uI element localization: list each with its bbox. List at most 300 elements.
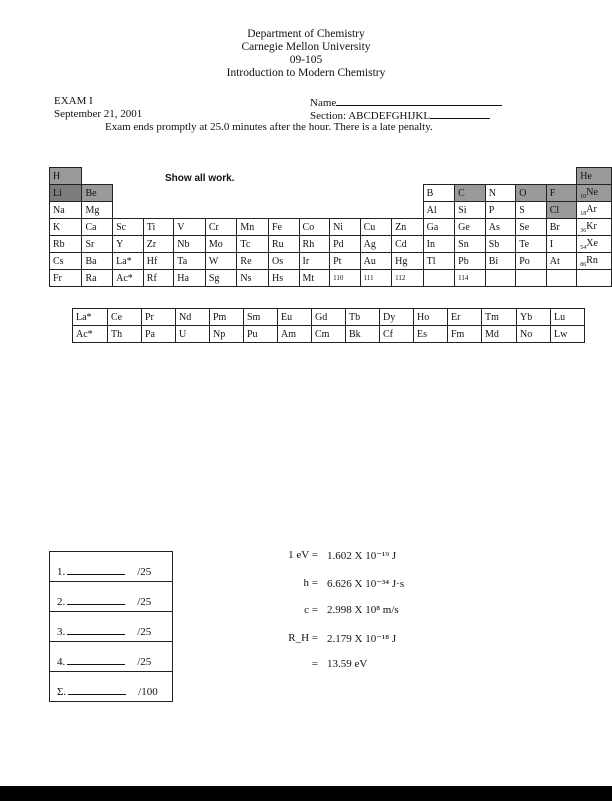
- element-symbol: Pb: [458, 255, 469, 267]
- constant-label: c =: [304, 604, 318, 616]
- element-cell: [360, 236, 392, 253]
- element-symbol: Hf: [146, 255, 158, 267]
- element-symbol: La*: [116, 255, 132, 267]
- element-cell: [360, 219, 392, 236]
- element-cell: [73, 326, 108, 343]
- element-symbol: Rf: [146, 272, 157, 284]
- f-block-row: [73, 326, 585, 343]
- constant-value: 13.59 eV: [327, 658, 368, 670]
- element-symbol: Ac*: [116, 272, 133, 284]
- element-cell: [82, 202, 113, 219]
- element-cell: [455, 202, 486, 219]
- element-symbol: Sc: [116, 221, 127, 233]
- score-row: [50, 672, 173, 702]
- periodic-row: [50, 219, 612, 236]
- element-symbol: Sr: [85, 238, 95, 250]
- element-cell: [312, 326, 346, 343]
- element-cell: [108, 309, 142, 326]
- element-symbol: Re: [240, 255, 252, 267]
- element-cell: [278, 326, 312, 343]
- element-cell: [414, 326, 448, 343]
- element-cell: [174, 270, 206, 287]
- element-cell: [517, 309, 551, 326]
- element-symbol: Ba: [85, 255, 97, 267]
- empty-cell: [360, 168, 392, 185]
- element-cell: [73, 309, 108, 326]
- constant-value: 2.998 X 10⁸ m/s: [327, 604, 399, 616]
- element-cell: [330, 236, 361, 253]
- score-blank[interactable]: [68, 685, 126, 695]
- element-symbol: Li: [53, 187, 62, 199]
- element-cell: [414, 309, 448, 326]
- empty-cell: [268, 168, 299, 185]
- element-symbol: Cl: [549, 204, 560, 216]
- element-symbol: Hg: [395, 255, 408, 267]
- element-symbol: Ti: [146, 221, 156, 233]
- element-symbol: Ca: [85, 221, 97, 233]
- element-cell: [423, 202, 455, 219]
- empty-cell: [205, 185, 237, 202]
- section-field[interactable]: [310, 108, 490, 122]
- element-cell: [392, 219, 424, 236]
- element-cell: [516, 270, 547, 287]
- element-symbol: Be: [85, 187, 97, 199]
- constant-label: =: [311, 658, 318, 670]
- empty-cell: [205, 202, 237, 219]
- element-cell: [516, 253, 547, 270]
- element-symbol: Yb: [520, 311, 533, 323]
- empty-cell: [143, 185, 174, 202]
- scan-bottom-edge: [0, 786, 612, 801]
- element-symbol: I: [549, 238, 554, 250]
- constant-value: 2.179 X 10⁻¹⁸ J: [327, 633, 397, 645]
- element-cell: [360, 253, 392, 270]
- element-cell: [392, 253, 424, 270]
- element-cell: [577, 270, 612, 287]
- element-symbol: Ac*: [76, 328, 93, 340]
- element-symbol: Si: [458, 204, 467, 216]
- name-label: Name: [310, 97, 337, 109]
- element-symbol: Se: [519, 221, 530, 233]
- empty-cell: [113, 202, 144, 219]
- element-symbol: Sg: [208, 272, 220, 284]
- element-cell: [577, 202, 612, 219]
- element-cell: [50, 270, 82, 287]
- question-label: 1.: [57, 566, 66, 578]
- course-number: 09-105: [289, 54, 323, 66]
- element-cell: [205, 270, 237, 287]
- element-symbol: Kr: [586, 220, 597, 232]
- element-symbol: Tm: [485, 311, 499, 323]
- empty-cell: [299, 168, 330, 185]
- element-cell: [392, 236, 424, 253]
- element-symbol: Po: [519, 255, 530, 267]
- empty-cell: [174, 185, 206, 202]
- element-symbol: Nb: [177, 238, 190, 250]
- element-symbol: Co: [302, 221, 315, 233]
- element-symbol: Gd: [315, 311, 328, 323]
- element-symbol: Ge: [458, 221, 470, 233]
- element-cell: [330, 219, 361, 236]
- element-symbol: Pu: [247, 328, 258, 340]
- element-symbol: Ha: [177, 272, 189, 284]
- element-cell: [551, 326, 585, 343]
- element-cell: [244, 309, 278, 326]
- empty-cell: [113, 168, 144, 185]
- element-cell: [82, 236, 113, 253]
- element-symbol: Pa: [145, 328, 155, 340]
- empty-cell: [268, 185, 299, 202]
- element-symbol: Fm: [451, 328, 465, 340]
- empty-cell: [392, 185, 424, 202]
- score-cell[interactable]: [50, 582, 173, 612]
- element-cell: [516, 219, 547, 236]
- element-cell: [455, 253, 486, 270]
- element-symbol: Mt: [302, 272, 315, 284]
- score-cell[interactable]: [50, 612, 173, 642]
- element-cell: [268, 253, 299, 270]
- f-block-row: [73, 309, 585, 326]
- element-cell: [516, 185, 547, 202]
- score-blank[interactable]: [67, 595, 125, 605]
- score-cell[interactable]: [50, 672, 173, 702]
- name-field[interactable]: [310, 95, 502, 109]
- score-row: [50, 612, 173, 642]
- element-cell: [516, 236, 547, 253]
- element-symbol: Ta: [177, 255, 188, 267]
- course-title: Introduction to Modern Chemistry: [226, 67, 386, 79]
- element-symbol: Eu: [281, 311, 293, 323]
- element-cell: [244, 326, 278, 343]
- element-symbol: Tb: [349, 311, 361, 323]
- empty-cell: [113, 185, 144, 202]
- element-cell: [50, 168, 82, 185]
- element-cell: [423, 253, 455, 270]
- element-cell: [423, 236, 455, 253]
- element-symbol: 111: [363, 274, 374, 282]
- periodic-table: [49, 167, 612, 287]
- element-symbol: Rh: [302, 238, 315, 250]
- exam-date: September 21, 2001: [54, 108, 143, 120]
- element-cell: [50, 219, 82, 236]
- empty-cell: [143, 168, 174, 185]
- empty-cell: [237, 202, 269, 219]
- element-cell: [577, 185, 612, 202]
- score-blank[interactable]: [67, 565, 125, 575]
- element-cell: [176, 309, 210, 326]
- show-work-instruction: Show all work.: [165, 173, 235, 184]
- element-symbol: Cs: [53, 255, 64, 267]
- empty-cell: [143, 202, 174, 219]
- element-cell: [82, 219, 113, 236]
- periodic-row: [50, 270, 612, 287]
- element-symbol: Pt: [333, 255, 342, 267]
- element-symbol: Am: [281, 328, 296, 340]
- element-symbol: Er: [451, 311, 461, 323]
- element-cell: [299, 270, 330, 287]
- element-cell: [82, 270, 113, 287]
- element-symbol: In: [426, 238, 435, 250]
- score-cell[interactable]: [50, 642, 173, 672]
- element-symbol: Rb: [53, 238, 65, 250]
- element-symbol: Br: [549, 221, 560, 233]
- element-symbol: Os: [271, 255, 284, 267]
- element-symbol: Ga: [426, 221, 439, 233]
- atomic-number: 10: [580, 193, 587, 200]
- periodic-row: [50, 185, 612, 202]
- element-symbol: Ar: [586, 203, 597, 215]
- element-cell: [546, 185, 577, 202]
- element-cell: [50, 236, 82, 253]
- element-cell: [174, 253, 206, 270]
- periodic-row: [50, 236, 612, 253]
- element-symbol: Dy: [383, 311, 396, 323]
- element-symbol: Bk: [349, 328, 361, 340]
- question-label: 3.: [57, 626, 66, 638]
- empty-cell: [330, 168, 361, 185]
- element-cell: [113, 253, 144, 270]
- atomic-number: 18: [580, 210, 587, 217]
- score-row: [50, 642, 173, 672]
- element-cell: [299, 219, 330, 236]
- element-symbol: Ni: [333, 221, 344, 233]
- element-symbol: O: [519, 187, 527, 199]
- element-symbol: 112: [395, 274, 406, 282]
- atomic-number: 54: [580, 244, 587, 251]
- f-block-table: [72, 308, 585, 343]
- empty-cell: [546, 168, 577, 185]
- element-cell: [50, 253, 82, 270]
- element-cell: [268, 236, 299, 253]
- empty-cell: [485, 168, 516, 185]
- empty-cell: [174, 168, 206, 185]
- element-cell: [448, 309, 482, 326]
- element-symbol: Ru: [271, 238, 284, 250]
- empty-cell: [330, 202, 361, 219]
- score-blank[interactable]: [67, 625, 125, 635]
- element-cell: [448, 326, 482, 343]
- constant-label: 1 eV =: [288, 549, 318, 561]
- element-cell: [546, 253, 577, 270]
- element-symbol: N: [488, 187, 496, 199]
- element-cell: [577, 253, 612, 270]
- exam-notice: Exam ends promptly at 25.0 minutes after the hour. There is a late penalty.: [105, 121, 433, 133]
- empty-cell: [299, 185, 330, 202]
- element-symbol: W: [208, 255, 219, 267]
- element-cell: [455, 185, 486, 202]
- element-symbol: Mo: [208, 238, 223, 250]
- element-symbol: Rn: [586, 254, 598, 266]
- element-symbol: Sm: [247, 311, 261, 323]
- constant-value: 1.602 X 10⁻¹⁹ J: [327, 550, 397, 562]
- element-symbol: K: [53, 221, 61, 233]
- element-symbol: Mg: [85, 204, 100, 216]
- element-symbol: P: [488, 204, 495, 216]
- question-label: 4.: [57, 656, 66, 668]
- element-cell: [237, 270, 269, 287]
- element-symbol: Np: [213, 328, 226, 340]
- element-cell: [577, 168, 612, 185]
- element-symbol: Lw: [554, 328, 568, 340]
- max-points: /100: [138, 686, 158, 698]
- element-cell: [50, 202, 82, 219]
- element-cell: [174, 219, 206, 236]
- element-symbol: Es: [417, 328, 427, 340]
- element-cell: [485, 185, 516, 202]
- element-cell: [237, 219, 269, 236]
- score-cell[interactable]: [50, 552, 173, 582]
- constant-value: 6.626 X 10⁻³⁴ J·s: [327, 578, 405, 590]
- element-cell: [268, 219, 299, 236]
- element-symbol: B: [426, 187, 434, 199]
- empty-cell: [423, 168, 455, 185]
- element-symbol: Fe: [271, 221, 282, 233]
- element-cell: [174, 236, 206, 253]
- element-symbol: V: [177, 221, 185, 233]
- max-points: /25: [137, 566, 152, 578]
- element-cell: [210, 326, 244, 343]
- max-points: /25: [137, 596, 152, 608]
- element-symbol: Ne: [586, 186, 598, 198]
- element-symbol: 114: [458, 274, 469, 282]
- element-symbol: Tc: [240, 238, 251, 250]
- element-cell: [176, 326, 210, 343]
- element-symbol: Hs: [271, 272, 284, 284]
- element-cell: [455, 270, 486, 287]
- element-cell: [423, 185, 455, 202]
- empty-cell: [299, 202, 330, 219]
- empty-cell: [237, 185, 269, 202]
- element-symbol: Lu: [554, 311, 566, 323]
- element-cell: [392, 270, 424, 287]
- element-cell: [205, 219, 237, 236]
- empty-cell: [268, 202, 299, 219]
- element-cell: [360, 270, 392, 287]
- element-cell: [380, 309, 414, 326]
- element-symbol: La*: [76, 311, 92, 323]
- element-cell: [113, 219, 144, 236]
- element-cell: [143, 236, 174, 253]
- element-symbol: S: [519, 204, 525, 216]
- element-cell: [82, 253, 113, 270]
- element-cell: [143, 270, 174, 287]
- element-symbol: Pm: [213, 311, 227, 323]
- max-points: /25: [137, 626, 152, 638]
- element-cell: [485, 219, 516, 236]
- empty-cell: [392, 168, 424, 185]
- university-line: Carnegie Mellon University: [241, 41, 371, 53]
- element-symbol: Pd: [333, 238, 344, 250]
- element-cell: [546, 219, 577, 236]
- empty-cell: [392, 202, 424, 219]
- element-cell: [108, 326, 142, 343]
- element-cell: [482, 326, 517, 343]
- element-symbol: Ho: [417, 311, 430, 323]
- element-cell: [210, 309, 244, 326]
- element-symbol: Th: [111, 328, 123, 340]
- element-cell: [312, 309, 346, 326]
- element-cell: [517, 326, 551, 343]
- element-symbol: As: [488, 221, 500, 233]
- element-symbol: Md: [485, 328, 499, 340]
- empty-cell: [174, 202, 206, 219]
- element-symbol: Zn: [395, 221, 407, 233]
- element-symbol: Sn: [458, 238, 469, 250]
- element-cell: [205, 253, 237, 270]
- element-cell: [330, 253, 361, 270]
- element-cell: [482, 309, 517, 326]
- empty-cell: [360, 185, 392, 202]
- element-symbol: Te: [519, 238, 530, 250]
- element-symbol: Cd: [395, 238, 407, 250]
- element-cell: [546, 236, 577, 253]
- constant-label: h =: [303, 577, 318, 589]
- element-symbol: H: [53, 170, 61, 182]
- element-cell: [346, 309, 380, 326]
- element-cell: [485, 202, 516, 219]
- element-cell: [82, 185, 113, 202]
- element-cell: [113, 236, 144, 253]
- element-cell: [546, 202, 577, 219]
- element-symbol: Bi: [488, 255, 499, 267]
- element-cell: [142, 309, 176, 326]
- empty-cell: [205, 168, 237, 185]
- element-symbol: Ce: [111, 311, 123, 323]
- element-cell: [485, 236, 516, 253]
- element-symbol: No: [520, 328, 533, 340]
- element-cell: [485, 270, 516, 287]
- empty-cell: [516, 168, 547, 185]
- empty-cell: [330, 185, 361, 202]
- element-symbol: Ag: [363, 238, 376, 250]
- score-blank[interactable]: [67, 655, 125, 665]
- section-label: Section: ABCDEFGHIJKL: [310, 110, 431, 122]
- element-symbol: He: [580, 170, 592, 182]
- element-symbol: Mn: [240, 221, 255, 233]
- element-symbol: Nd: [179, 311, 192, 323]
- element-symbol: Tl: [426, 255, 436, 267]
- element-cell: [143, 253, 174, 270]
- periodic-row: [50, 253, 612, 270]
- element-cell: [516, 202, 547, 219]
- empty-cell: [237, 168, 269, 185]
- department-line: Department of Chemistry: [247, 28, 365, 40]
- periodic-row: [50, 202, 612, 219]
- element-cell: [237, 253, 269, 270]
- element-cell: [278, 309, 312, 326]
- element-cell: [113, 270, 144, 287]
- element-cell: [142, 326, 176, 343]
- element-cell: [268, 270, 299, 287]
- element-symbol: Ra: [85, 272, 97, 284]
- score-row: [50, 582, 173, 612]
- element-cell: [237, 236, 269, 253]
- score-row: [50, 552, 173, 582]
- element-symbol: Y: [116, 238, 124, 250]
- element-symbol: Cu: [363, 221, 376, 233]
- element-symbol: Zr: [146, 238, 157, 250]
- element-cell: [577, 219, 612, 236]
- element-symbol: Cr: [208, 221, 219, 233]
- score-table: [49, 551, 173, 702]
- element-cell: [455, 219, 486, 236]
- element-cell: [577, 236, 612, 253]
- element-cell: [423, 219, 455, 236]
- element-symbol: Ns: [240, 272, 252, 284]
- atomic-number: 36: [580, 227, 587, 234]
- element-cell: [346, 326, 380, 343]
- element-cell: [330, 270, 361, 287]
